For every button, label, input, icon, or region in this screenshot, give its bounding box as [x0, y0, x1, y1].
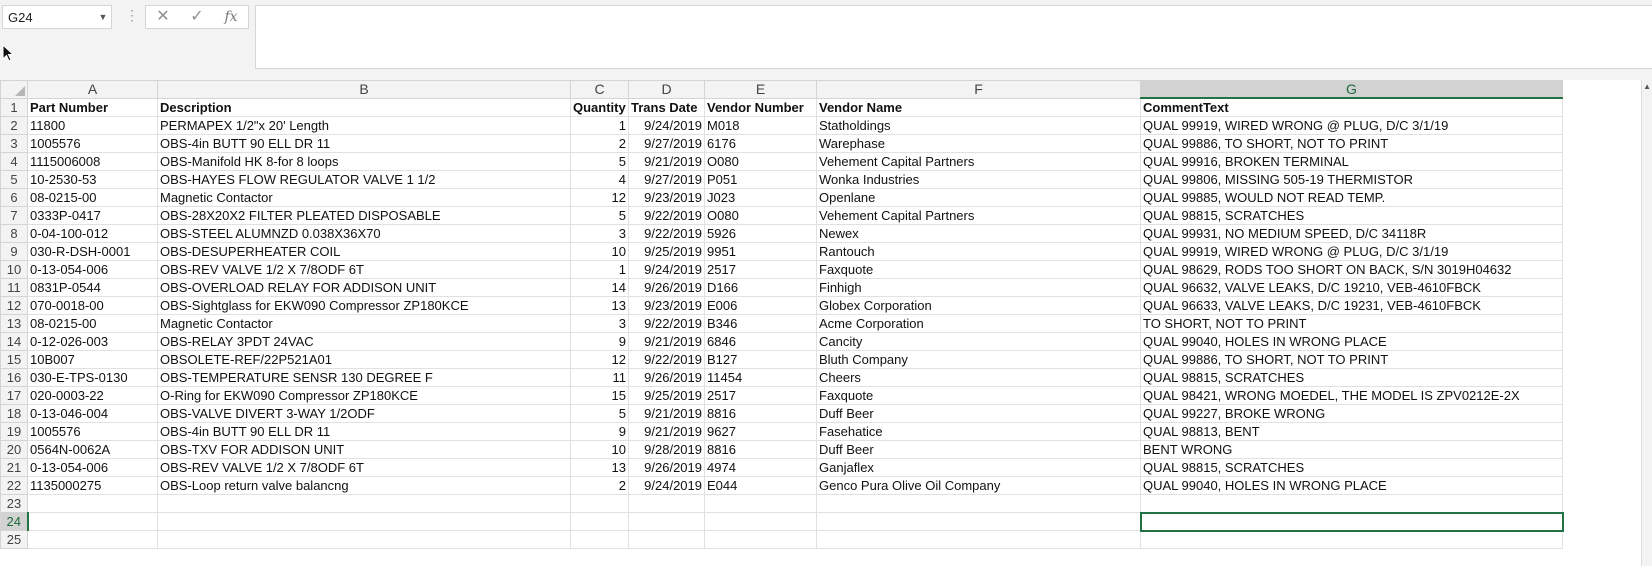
cell[interactable]: QUAL 99040, HOLES IN WRONG PLACE — [1141, 477, 1563, 495]
cell[interactable]: P051 — [705, 171, 817, 189]
cell[interactable]: 9/22/2019 — [629, 351, 705, 369]
column-header-b[interactable]: B — [158, 81, 571, 99]
cell[interactable]: 11454 — [705, 369, 817, 387]
row-header[interactable]: 9 — [1, 243, 28, 261]
cell[interactable]: OBS-OVERLOAD RELAY FOR ADDISON UNIT — [158, 279, 571, 297]
cell[interactable]: Vehement Capital Partners — [817, 153, 1141, 171]
cell[interactable]: Globex Corporation — [817, 297, 1141, 315]
cell[interactable]: 15 — [571, 387, 629, 405]
cell[interactable]: 1005576 — [28, 135, 158, 153]
cell[interactable]: 0564N-0062A — [28, 441, 158, 459]
column-header-row — [1, 81, 1563, 99]
cell[interactable] — [817, 531, 1141, 549]
row-header[interactable]: 1 — [1, 98, 28, 117]
worksheet-grid[interactable] — [0, 80, 1652, 566]
cell[interactable]: 9/24/2019 — [629, 477, 705, 495]
cell[interactable]: B127 — [705, 351, 817, 369]
cell[interactable]: 1135000275 — [28, 477, 158, 495]
table-row — [1, 387, 1563, 405]
cancel-icon[interactable]: ✕ — [156, 8, 170, 25]
cell[interactable]: OBS-Loop return valve balancng — [158, 477, 571, 495]
cell[interactable]: Statholdings — [817, 117, 1141, 135]
table-row — [1, 207, 1563, 225]
cell[interactable]: QUAL 99885, WOULD NOT READ TEMP. — [1141, 189, 1563, 207]
cell[interactable]: QUAL 99227, BROKE WRONG — [1141, 405, 1563, 423]
cell[interactable]: B346 — [705, 315, 817, 333]
cell[interactable]: 10 — [571, 441, 629, 459]
table-row — [1, 531, 1563, 549]
cell[interactable]: 9/26/2019 — [629, 459, 705, 477]
cell[interactable]: J023 — [705, 189, 817, 207]
cell[interactable] — [629, 495, 705, 513]
cell[interactable]: 6846 — [705, 333, 817, 351]
spreadsheet-table — [0, 80, 1564, 549]
row-header[interactable]: 16 — [1, 369, 28, 387]
cell[interactable]: 1115006008 — [28, 153, 158, 171]
cell[interactable]: 2 — [571, 135, 629, 153]
cell[interactable]: 9951 — [705, 243, 817, 261]
cell[interactable]: QUAL 99919, WIRED WRONG @ PLUG, D/C 3/1/19 — [1141, 243, 1563, 261]
row-header[interactable]: 18 — [1, 405, 28, 423]
cell[interactable]: OBS-DESUPERHEATER COIL — [158, 243, 571, 261]
column-header-g[interactable]: G — [1141, 81, 1563, 99]
cell[interactable]: 0-12-026-003 — [28, 333, 158, 351]
cell[interactable]: Cancity — [817, 333, 1141, 351]
cell[interactable] — [629, 531, 705, 549]
cell[interactable]: Vendor Number — [705, 98, 817, 117]
cell[interactable]: 0-13-054-006 — [28, 261, 158, 279]
cell[interactable]: Finhigh — [817, 279, 1141, 297]
cell[interactable]: OBS-Manifold HK 8-for 8 loops — [158, 153, 571, 171]
row-header[interactable]: 4 — [1, 153, 28, 171]
cell[interactable]: Acme Corporation — [817, 315, 1141, 333]
cell[interactable] — [28, 513, 158, 531]
cell[interactable]: 9/24/2019 — [629, 261, 705, 279]
cell[interactable] — [158, 531, 571, 549]
cell[interactable]: 1005576 — [28, 423, 158, 441]
table-row — [1, 189, 1563, 207]
cell[interactable]: 9/21/2019 — [629, 153, 705, 171]
cell[interactable]: 6176 — [705, 135, 817, 153]
cell[interactable] — [705, 495, 817, 513]
column-header-c[interactable]: C — [571, 81, 629, 99]
cell[interactable]: 13 — [571, 297, 629, 315]
cell[interactable]: 5926 — [705, 225, 817, 243]
cell[interactable]: 020-0003-22 — [28, 387, 158, 405]
cell[interactable]: QUAL 98815, SCRATCHES — [1141, 369, 1563, 387]
table-row — [1, 477, 1563, 495]
cell[interactable]: 9/27/2019 — [629, 171, 705, 189]
table-row — [1, 369, 1563, 387]
table-row — [1, 243, 1563, 261]
cell[interactable] — [158, 513, 571, 531]
cell[interactable]: O080 — [705, 207, 817, 225]
cell[interactable]: QUAL 99886, TO SHORT, NOT TO PRINT — [1141, 351, 1563, 369]
cell[interactable]: 4974 — [705, 459, 817, 477]
cell[interactable]: 9/27/2019 — [629, 135, 705, 153]
cell[interactable]: OBS-TXV FOR ADDISON UNIT — [158, 441, 571, 459]
cell[interactable]: QUAL 98813, BENT — [1141, 423, 1563, 441]
cell[interactable]: 9/25/2019 — [629, 243, 705, 261]
cell[interactable]: 9/23/2019 — [629, 189, 705, 207]
cell[interactable]: 9/22/2019 — [629, 225, 705, 243]
table-row — [1, 351, 1563, 369]
table-header-row — [1, 98, 1563, 117]
cell[interactable]: Duff Beer — [817, 441, 1141, 459]
cell[interactable]: 5 — [571, 207, 629, 225]
table-row — [1, 513, 1563, 531]
row-header[interactable]: 21 — [1, 459, 28, 477]
cell[interactable]: 070-0018-00 — [28, 297, 158, 315]
chevron-down-icon[interactable]: ▼ — [98, 12, 108, 22]
cell[interactable]: Newex — [817, 225, 1141, 243]
cell[interactable]: E006 — [705, 297, 817, 315]
table-row — [1, 315, 1563, 333]
cell[interactable]: Trans Date — [629, 98, 705, 117]
cell[interactable] — [817, 513, 1141, 531]
cell[interactable]: 9/28/2019 — [629, 441, 705, 459]
cell[interactable]: QUAL 96633, VALVE LEAKS, D/C 19231, VEB-4610FBCK — [1141, 297, 1563, 315]
cell[interactable] — [571, 531, 629, 549]
cell[interactable] — [629, 513, 705, 531]
enter-icon[interactable]: ✓ — [190, 8, 204, 25]
cell[interactable]: Genco Pura Olive Oil Company — [817, 477, 1141, 495]
cell[interactable] — [1141, 531, 1563, 549]
cell[interactable] — [705, 531, 817, 549]
cell[interactable] — [28, 495, 158, 513]
cell[interactable]: 11 — [571, 369, 629, 387]
cell[interactable]: 9/26/2019 — [629, 279, 705, 297]
table-row — [1, 423, 1563, 441]
table-row — [1, 261, 1563, 279]
name-box[interactable] — [2, 5, 112, 29]
cell[interactable]: Faxquote — [817, 261, 1141, 279]
cell[interactable]: 14 — [571, 279, 629, 297]
formula-buttons — [145, 5, 249, 29]
cell[interactable]: E044 — [705, 477, 817, 495]
table-row — [1, 333, 1563, 351]
cell[interactable] — [28, 531, 158, 549]
table-row — [1, 135, 1563, 153]
select-all-button[interactable] — [1, 81, 28, 99]
cell[interactable]: Magnetic Contactor — [158, 189, 571, 207]
cell[interactable]: 9/25/2019 — [629, 387, 705, 405]
cell[interactable]: QUAL 98421, WRONG MOEDEL, THE MODEL IS ZPV0212E-2X — [1141, 387, 1563, 405]
cell[interactable]: OBS-4in BUTT 90 ELL DR 11 — [158, 135, 571, 153]
row-header[interactable]: 25 — [1, 531, 28, 549]
cell[interactable]: OBS-STEEL ALUMNZD 0.038X36X70 — [158, 225, 571, 243]
cell[interactable]: 10-2530-53 — [28, 171, 158, 189]
cell[interactable]: Faxquote — [817, 387, 1141, 405]
cell[interactable]: 9/26/2019 — [629, 369, 705, 387]
cell[interactable]: Vendor Name — [817, 98, 1141, 117]
scroll-up-icon[interactable]: ▲ — [1643, 82, 1651, 91]
table-row — [1, 171, 1563, 189]
table-row — [1, 441, 1563, 459]
cell[interactable]: 2517 — [705, 387, 817, 405]
cell[interactable]: QUAL 98815, SCRATCHES — [1141, 207, 1563, 225]
row-header[interactable]: 8 — [1, 225, 28, 243]
cell[interactable]: QUAL 99886, TO SHORT, NOT TO PRINT — [1141, 135, 1563, 153]
cell[interactable]: 9/21/2019 — [629, 333, 705, 351]
cell[interactable]: OBS-TEMPERATURE SENSR 130 DEGREE F — [158, 369, 571, 387]
cell[interactable]: Bluth Company — [817, 351, 1141, 369]
column-header-a[interactable]: A — [28, 81, 158, 99]
row-header[interactable]: 10 — [1, 261, 28, 279]
cell[interactable]: 8816 — [705, 405, 817, 423]
cell[interactable]: 030-E-TPS-0130 — [28, 369, 158, 387]
insert-function-button[interactable]: fx — [224, 9, 238, 25]
row-header[interactable]: 14 — [1, 333, 28, 351]
cell[interactable]: OBS-28X20X2 FILTER PLEATED DISPOSABLE — [158, 207, 571, 225]
cell[interactable]: QUAL 96632, VALVE LEAKS, D/C 19210, VEB-4610FBCK — [1141, 279, 1563, 297]
formula-input[interactable] — [255, 5, 1652, 69]
row-header[interactable]: 6 — [1, 189, 28, 207]
cell[interactable]: OBS-REV VALVE 1/2 X 7/8ODF 6T — [158, 261, 571, 279]
row-header[interactable]: 19 — [1, 423, 28, 441]
table-row — [1, 405, 1563, 423]
table-row — [1, 153, 1563, 171]
cell[interactable]: OBS-RELAY 3PDT 24VAC — [158, 333, 571, 351]
cell[interactable]: 9/21/2019 — [629, 405, 705, 423]
cell[interactable]: QUAL 99931, NO MEDIUM SPEED, D/C 34118R — [1141, 225, 1563, 243]
row-header[interactable]: 15 — [1, 351, 28, 369]
cell[interactable]: 12 — [571, 189, 629, 207]
row-header[interactable]: 5 — [1, 171, 28, 189]
cell[interactable]: 5 — [571, 405, 629, 423]
row-header[interactable]: 13 — [1, 315, 28, 333]
cell[interactable]: 9/24/2019 — [629, 117, 705, 135]
vertical-scrollbar[interactable] — [1641, 80, 1652, 566]
cell[interactable]: 1 — [571, 261, 629, 279]
cell[interactable]: 1 — [571, 117, 629, 135]
cell[interactable]: TO SHORT, NOT TO PRINT — [1141, 315, 1563, 333]
cell[interactable] — [705, 513, 817, 531]
cell[interactable]: 0831P-0544 — [28, 279, 158, 297]
cell[interactable]: 10 — [571, 243, 629, 261]
cell[interactable] — [571, 513, 629, 531]
cell[interactable] — [817, 495, 1141, 513]
table-row — [1, 225, 1563, 243]
cell[interactable]: Duff Beer — [817, 405, 1141, 423]
column-header-f[interactable]: F — [817, 81, 1141, 99]
table-row — [1, 297, 1563, 315]
cell[interactable]: Cheers — [817, 369, 1141, 387]
cell[interactable]: 13 — [571, 459, 629, 477]
row-header[interactable]: 24 — [1, 513, 28, 531]
row-header[interactable]: 23 — [1, 495, 28, 513]
cell[interactable]: 030-R-DSH-0001 — [28, 243, 158, 261]
drag-handle-icon[interactable]: ⋮ — [125, 7, 139, 23]
cell[interactable]: Wonka Industries — [817, 171, 1141, 189]
cell[interactable]: Quantity — [571, 98, 629, 117]
row-header[interactable]: 20 — [1, 441, 28, 459]
cell[interactable]: 4 — [571, 171, 629, 189]
cell[interactable] — [158, 495, 571, 513]
cell[interactable]: 9 — [571, 423, 629, 441]
cell[interactable]: 08-0215-00 — [28, 189, 158, 207]
cell[interactable]: Fasehatice — [817, 423, 1141, 441]
cell[interactable]: 5 — [571, 153, 629, 171]
cell[interactable]: QUAL 99040, HOLES IN WRONG PLACE — [1141, 333, 1563, 351]
row-header[interactable]: 17 — [1, 387, 28, 405]
cell[interactable]: 12 — [571, 351, 629, 369]
cell[interactable]: BENT WRONG — [1141, 441, 1563, 459]
mouse-pointer-icon — [2, 44, 16, 64]
cell[interactable]: 3 — [571, 315, 629, 333]
cell[interactable]: OBS-HAYES FLOW REGULATOR VALVE 1 1/2 — [158, 171, 571, 189]
cell[interactable]: 2 — [571, 477, 629, 495]
table-row — [1, 459, 1563, 477]
cell[interactable]: 10B007 — [28, 351, 158, 369]
cell[interactable] — [571, 495, 629, 513]
cell[interactable]: Ganjaflex — [817, 459, 1141, 477]
cell[interactable]: 2517 — [705, 261, 817, 279]
column-header-e[interactable]: E — [705, 81, 817, 99]
table-row — [1, 495, 1563, 513]
cell[interactable]: 9/22/2019 — [629, 207, 705, 225]
cell[interactable]: QUAL 98629, RODS TOO SHORT ON BACK, S/N 3019H04632 — [1141, 261, 1563, 279]
row-header[interactable]: 11 — [1, 279, 28, 297]
cell[interactable]: Part Number — [28, 98, 158, 117]
cell[interactable]: OBSOLETE-REF/22P521A01 — [158, 351, 571, 369]
cell[interactable]: 3 — [571, 225, 629, 243]
cell[interactable] — [1141, 495, 1563, 513]
table-row — [1, 279, 1563, 297]
cell[interactable]: QUAL 99916, BROKEN TERMINAL — [1141, 153, 1563, 171]
cell[interactable]: 0-04-100-012 — [28, 225, 158, 243]
cell[interactable]: D166 — [705, 279, 817, 297]
cell[interactable]: 0-13-054-006 — [28, 459, 158, 477]
cell[interactable]: O-Ring for EKW090 Compressor ZP180KCE — [158, 387, 571, 405]
cell[interactable]: 8816 — [705, 441, 817, 459]
cell[interactable]: PERMAPEX 1/2"x 20' Length — [158, 117, 571, 135]
cell[interactable]: Vehement Capital Partners — [817, 207, 1141, 225]
cell[interactable]: Warephase — [817, 135, 1141, 153]
row-header[interactable]: 3 — [1, 135, 28, 153]
cell[interactable]: 0333P-0417 — [28, 207, 158, 225]
cell[interactable]: 9/21/2019 — [629, 423, 705, 441]
cell[interactable]: OBS-4in BUTT 90 ELL DR 11 — [158, 423, 571, 441]
cell[interactable]: O080 — [705, 153, 817, 171]
cell[interactable]: OBS-Sightglass for EKW090 Compressor ZP180KCE — [158, 297, 571, 315]
cell[interactable]: 9/23/2019 — [629, 297, 705, 315]
cell[interactable]: M018 — [705, 117, 817, 135]
active-cell[interactable] — [1141, 513, 1563, 531]
cell[interactable]: Rantouch — [817, 243, 1141, 261]
row-header[interactable]: 2 — [1, 117, 28, 135]
cell[interactable]: QUAL 99919, WIRED WRONG @ PLUG, D/C 3/1/19 — [1141, 117, 1563, 135]
cell[interactable]: QUAL 99806, MISSING 505-19 THERMISTOR — [1141, 171, 1563, 189]
cell[interactable]: 0-13-046-004 — [28, 405, 158, 423]
cell[interactable]: Openlane — [817, 189, 1141, 207]
cell[interactable]: 9/22/2019 — [629, 315, 705, 333]
cell[interactable]: 9627 — [705, 423, 817, 441]
cell[interactable]: 9 — [571, 333, 629, 351]
cell[interactable]: QUAL 98815, SCRATCHES — [1141, 459, 1563, 477]
formula-bar-area — [0, 0, 1652, 80]
cell[interactable]: Description — [158, 98, 571, 117]
cell[interactable]: 08-0215-00 — [28, 315, 158, 333]
table-row — [1, 117, 1563, 135]
cell[interactable]: Magnetic Contactor — [158, 315, 571, 333]
cell[interactable]: OBS-VALVE DIVERT 3-WAY 1/2ODF — [158, 405, 571, 423]
row-header[interactable]: 12 — [1, 297, 28, 315]
row-header[interactable]: 22 — [1, 477, 28, 495]
cell[interactable]: 11800 — [28, 117, 158, 135]
name-box-value[interactable]: G24 — [8, 9, 33, 25]
cell[interactable]: OBS-REV VALVE 1/2 X 7/8ODF 6T — [158, 459, 571, 477]
cell[interactable]: CommentText — [1141, 98, 1563, 117]
row-header[interactable]: 7 — [1, 207, 28, 225]
column-header-d[interactable]: D — [629, 81, 705, 99]
